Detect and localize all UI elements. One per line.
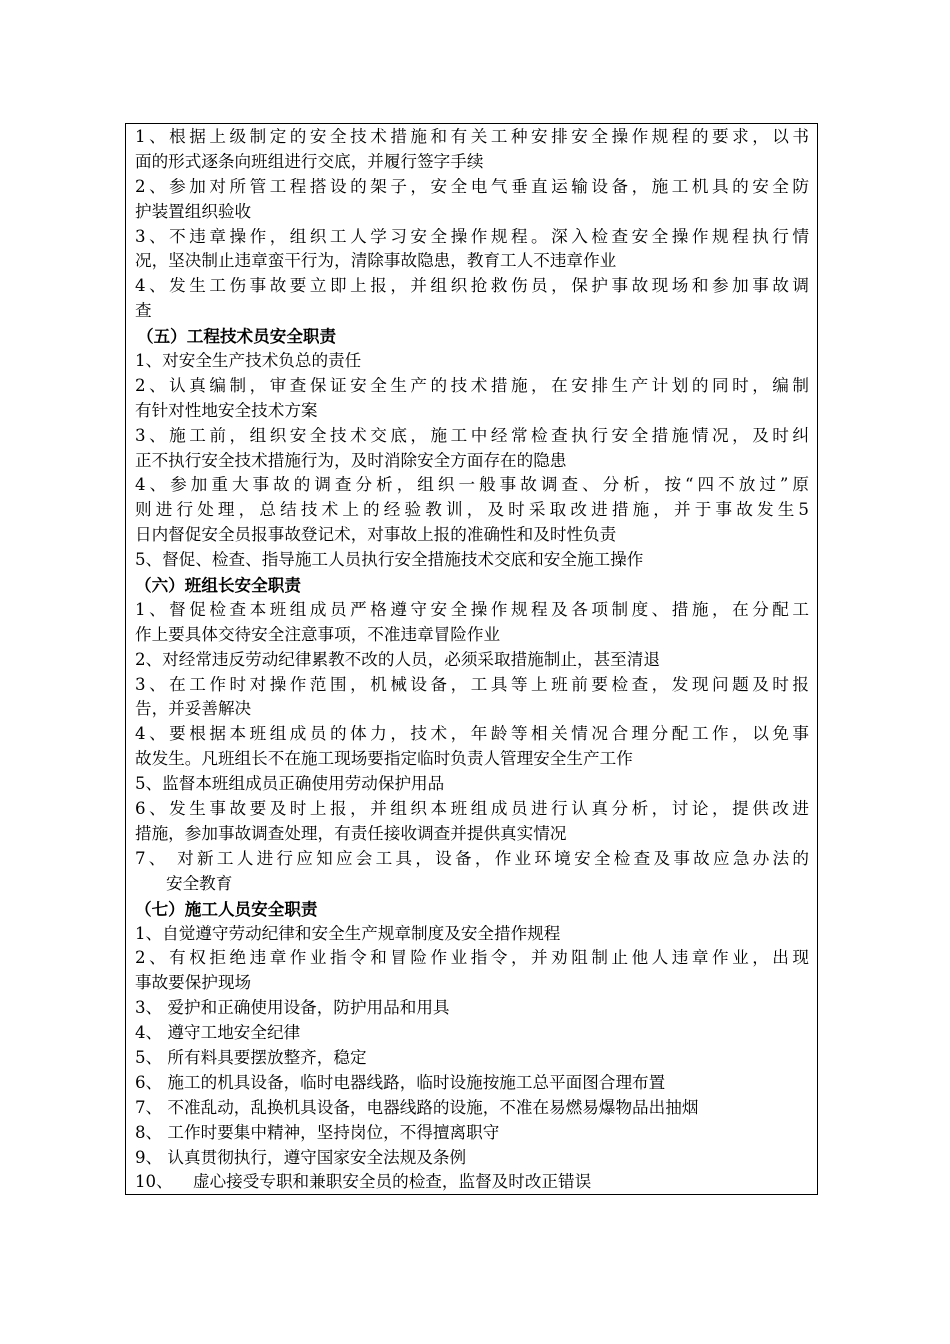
text-line: 2、参加对所管工程搭设的架子，安全电气垂直运输设备，施工机具的安全防	[135, 176, 809, 196]
item-text: 虚心接受专职和兼职安全员的检查，监督及时改正错误	[193, 1172, 592, 1192]
text-line: 查	[135, 301, 152, 321]
text-line: 6、 施工的机具设备，临时电器线路，临时设施按施工总平面图合理布置	[135, 1072, 666, 1092]
text-line: 7、 对新工人进行应知应会工具，设备，作业环境安全检查及事故应急办法的	[135, 848, 809, 868]
text-line: 则进行处理，总结技术上的经验教训，及时采取改进措施，并于事故发生5	[135, 500, 809, 520]
item-number: 10、	[135, 1172, 173, 1192]
text-line	[135, 1170, 809, 1195]
text-line: 作上要具体交待安全注意事项，不准违章冒险作业	[135, 624, 501, 644]
text-line: 1、根据上级制定的安全技术措施和有关工种安排安全操作规程的要求，以书	[135, 127, 809, 146]
text-line: 况，坚决制止违章蛮干行为，清除事故隐患，教育工人不违章作业	[135, 251, 617, 271]
text-line: 2、认真编制，审查保证安全生产的技术措施，在安排生产计划的同时，编制	[135, 375, 809, 395]
text-line: 9、 认真贯彻执行，遵守国家安全法规及条例	[135, 1147, 467, 1167]
text-line: 2、对经常违反劳动纪律累教不改的人员，必须采取措施制止，甚至清退	[135, 649, 660, 669]
text-line: 3、施工前，组织安全技术交底，施工中经常检查执行安全措施情况，及时纠	[135, 425, 809, 445]
text-line: 6、发生事故要及时上报，并组织本班组成员进行认真分析，讨论，提供改进	[135, 799, 809, 819]
text-line: 3、在工作时对操作范围，机械设备，工具等上班前要检查，发现问题及时报	[135, 674, 809, 694]
text-line: 3、不违章操作，组织工人学习安全操作规程。深入检查安全操作规程执行情	[135, 226, 809, 246]
text-line: 日内督促安全员报事故登记术，对事故上报的准确性和及时性负责	[135, 525, 617, 545]
text-line: 7、 不准乱动，乱换机具设备，电器线路的设施，不准在易燃易爆物品出抽烟	[135, 1097, 699, 1117]
text-line: 3、 爱护和正确使用设备，防护用品和用具	[135, 998, 450, 1018]
text-line: 措施，参加事故调查处理，有责任接收调查并提供真实情况	[135, 823, 567, 843]
text-line: 正不执行安全技术措施行为，及时消除安全方面存在的隐患	[135, 450, 567, 470]
text-line: 4、参加重大事故的调查分析，组织一般事故调查、分析，按“四不放过”原	[135, 475, 809, 495]
document-table-cell	[125, 123, 818, 1195]
text-line: 故发生。凡班组长不在施工现场要指定临时负责人管理安全生产工作	[135, 749, 633, 769]
text-line: 5、 所有料具要摆放整齐，稳定	[135, 1047, 367, 1067]
text-line: 5、督促、检查、指导施工人员执行安全措施技术交底和安全施工操作	[135, 550, 644, 570]
text-line: 4、 遵守工地安全纪律	[135, 1023, 301, 1043]
text-line: 有针对性地安全技术方案	[135, 400, 318, 420]
text-line: 1、督促检查本班组成员严格遵守安全操作规程及各项制度、措施，在分配工	[135, 599, 809, 619]
text-line: 5、监督本班组成员正确使用劳动保护用品	[135, 774, 445, 794]
section-heading: （六）班组长安全职责	[135, 575, 301, 596]
text-line: 面的形式逐条向班组进行交底，并履行签字手续	[135, 151, 484, 171]
text-line: 护装置组织验收	[135, 201, 252, 221]
text-line: 事故要保护现场	[135, 973, 252, 993]
text-line: 4、要根据本班组成员的体力，技术，年龄等相关情况合理分配工作，以免事	[135, 724, 809, 744]
text-line: 1、自觉遵守劳动纪律和安全生产规章制度及安全措作规程	[135, 923, 561, 943]
text-line: 8、 工作时要集中精神，坚持岗位，不得擅离职守	[135, 1122, 500, 1142]
text-line: 2、有权拒绝违章作业指令和冒险作业指令，并劝阻制止他人违章作业，出现	[135, 948, 809, 968]
text-line: 1、对安全生产技术负总的责任	[135, 351, 362, 371]
section-heading: （五）工程技术员安全职责	[137, 326, 337, 347]
text-line: 告，并妥善解决	[135, 699, 252, 719]
section-heading: （七）施工人员安全职责	[135, 898, 318, 919]
text-line: 4、发生工伤事故要立即上报，并组织抢救伤员，保护事故现场和参加事故调	[135, 276, 809, 296]
text-line: 安全教育	[166, 873, 233, 893]
